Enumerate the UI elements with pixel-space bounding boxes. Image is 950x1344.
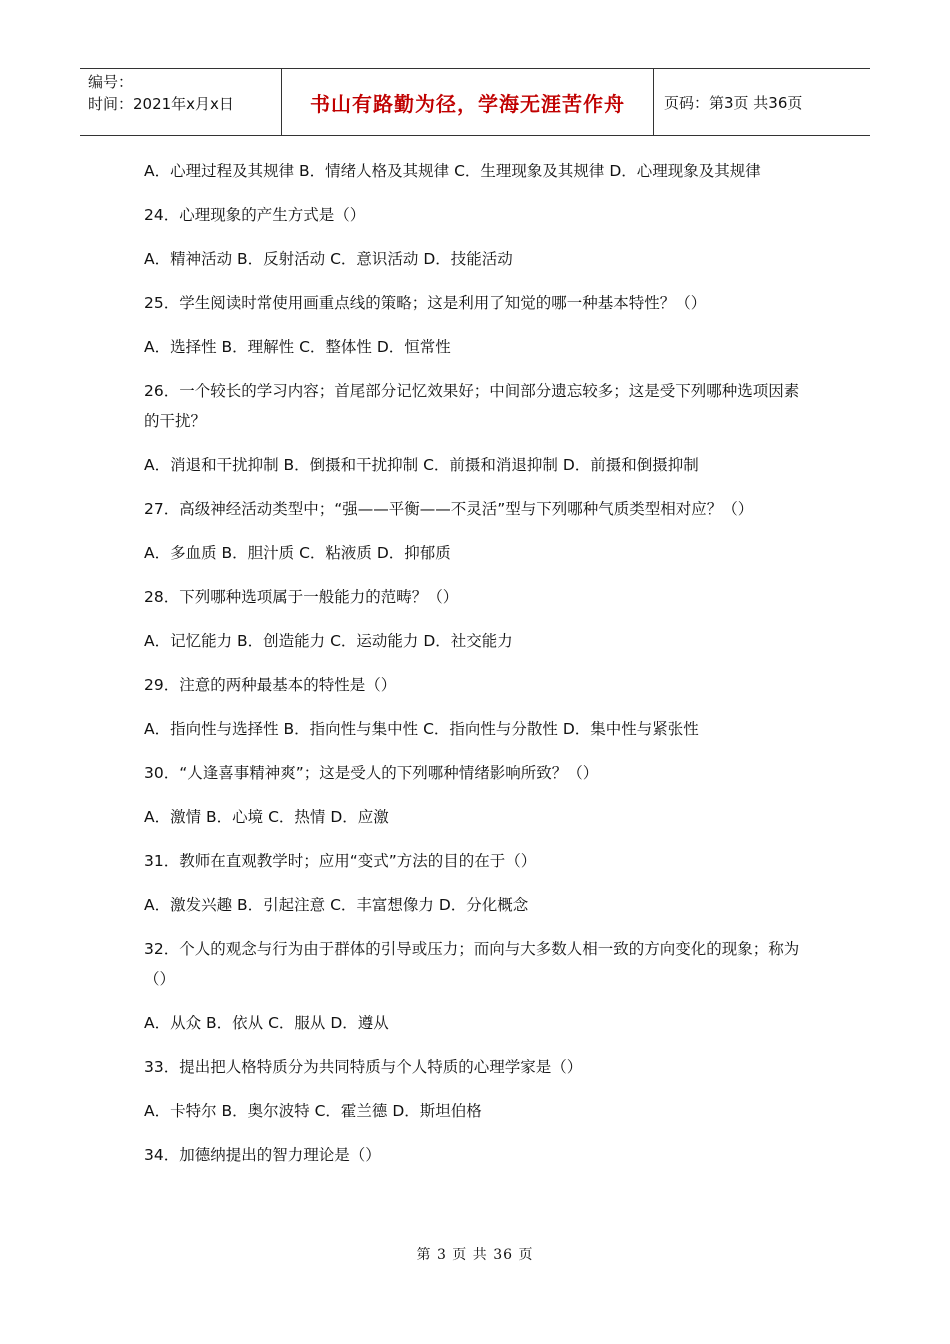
motto: 书山有路勤为径，学海无涯苦作舟: [310, 91, 625, 116]
date-label: 时间：2021年x月x日: [88, 95, 234, 113]
paragraph: 30．“人逢喜事精神爽”；这是受人的下列哪种情绪影响所致？（）: [144, 764, 599, 782]
paragraph: A．消退和干扰抑制 B．倒摄和干扰抑制 C．前摄和消退抑制 D．前摄和倒摄抑制: [144, 456, 699, 474]
paragraph: A．记忆能力 B．创造能力 C．运动能力 D．社交能力: [144, 632, 513, 650]
paragraph: 34．加德纳提出的智力理论是（）: [144, 1146, 381, 1164]
paragraph: 24．心理现象的产生方式是（）: [144, 206, 366, 224]
paragraph: 31．教师在直观教学时；应用“变式”方法的目的在于（）: [144, 852, 537, 870]
code-label: 编号：: [88, 73, 134, 91]
paragraph: A．激发兴趣 B．引起注意 C．丰富想像力 D．分化概念: [144, 896, 529, 914]
paragraph: A．心理过程及其规律 B．情绪人格及其规律 C．生理现象及其规律 D．心理现象及其规律: [144, 162, 761, 180]
paragraph: A．选择性 B．理解性 C．整体性 D．恒常性: [144, 338, 451, 356]
paragraph: 25．学生阅读时常使用画重点线的策略；这是利用了知觉的哪一种基本特性？（）: [144, 294, 707, 312]
paragraph: A．指向性与选择性 B．指向性与集中性 C．指向性与分散性 D．集中性与紧张性: [144, 720, 699, 738]
paragraph: 29．注意的两种最基本的特性是（）: [144, 676, 397, 694]
page-footer: 第 3 页 共 36 页: [416, 1247, 534, 1263]
paragraph: 33．提出把人格特质分为共同特质与个人特质的心理学家是（）: [144, 1058, 583, 1076]
page-info: 页码：第3页 共36页: [664, 93, 803, 112]
header-page-info-cell: [654, 69, 870, 135]
header-motto-cell: [282, 69, 654, 135]
paragraph: 28．下列哪种选项属于一般能力的范畴？（）: [144, 588, 459, 606]
paragraph: A．精神活动 B．反射活动 C．意识活动 D．技能活动: [144, 250, 513, 268]
document-body: [144, 156, 814, 1184]
paragraph: A．激情 B．心境 C．热情 D．应激: [144, 808, 389, 826]
paragraph: A．从众 B．依从 C．服从 D．遵从: [144, 1014, 389, 1032]
paragraph: 27．高级神经活动类型中；“强——平衡——不灵活”型与下列哪种气质类型相对应？（）: [144, 500, 754, 518]
page-header: [80, 68, 870, 136]
paragraph: 32．个人的观念与行为由于群体的引导或压力；而向与大多数人相一致的方向变化的现象；称为（）: [144, 940, 800, 988]
paragraph: A．多血质 B．胆汁质 C．粘液质 D．抑郁质: [144, 544, 451, 562]
header-meta: [80, 69, 282, 135]
paragraph: A．卡特尔 B．奥尔波特 C．霍兰德 D．斯坦伯格: [144, 1102, 482, 1120]
paragraph: 26．一个较长的学习内容；首尾部分记忆效果好；中间部分遗忘较多；这是受下列哪种选项因素的干扰？: [144, 382, 800, 430]
